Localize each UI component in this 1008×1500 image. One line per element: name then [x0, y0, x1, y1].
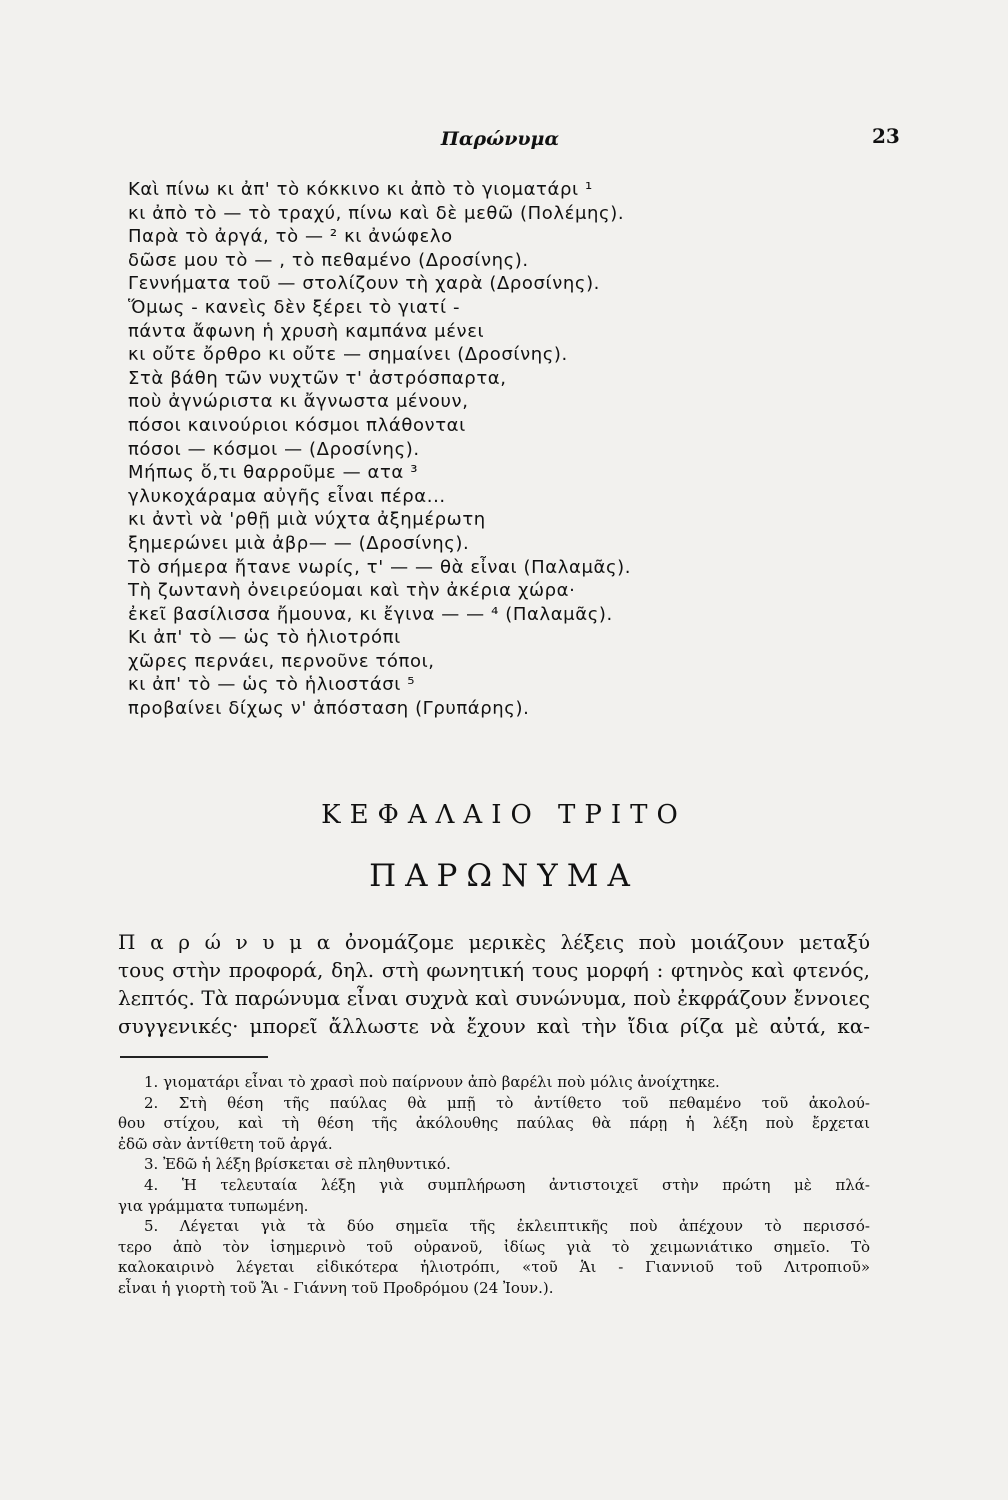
- footnote-line: 4. Ἡ τελευταία λέξη γιὰ συμπλήρωση ἀντιστοιχεῖ στὴν πρώτη μὲ πλά-: [144, 1175, 870, 1194]
- footnote-line: 1. γιοματάρι εἶναι τὸ χρασὶ ποὺ παίρνουν ἀπὸ βαρέλι ποὺ μόλις ἀνοίχτηκε.: [144, 1073, 720, 1091]
- verse-line: κι ἀπὸ τὸ — τὸ τραχύ, πίνω καὶ δὲ μεθῶ (Πολέμης).: [128, 202, 625, 224]
- verse-line: Γεννήματα τοῦ — στολίζουν τὴ χαρὰ (Δροσίνης).: [128, 273, 601, 295]
- verse-line: Καὶ πίνω κι ἀπ' τὸ κόκκινο κι ἀπὸ τὸ γιοματάρι ¹: [128, 179, 593, 200]
- verse-line: προβαίνει δίχως ν' ἀπόσταση (Γρυπάρης).: [128, 698, 530, 720]
- verse-line: Τὸ σήμερα ἤτανε νωρίς, τ' — — θὰ εἶναι (Παλαμᾶς).: [128, 556, 632, 578]
- body-line: συγγενικές· μπορεῖ ἄλλωστε νὰ ἔχουν καὶ τὴν ἴδια ρίζα μὲ αὐτά, κα-: [118, 1014, 870, 1038]
- verse-line: κι ἀντὶ νὰ 'ρθῇ μιὰ νύχτα ἀξημέρωτη: [128, 509, 486, 531]
- verse-line: Μήπως ὅ,τι θαρροῦμε — ατα ³: [128, 462, 419, 484]
- verse-line: δῶσε μου τὸ — , τὸ πεθαμένο (Δροσίνης).: [128, 249, 529, 271]
- footnote-line: εἶναι ἡ γιορτὴ τοῦ Ἅι - Γιάννη τοῦ Προδρόμου (24 Ἰουν.).: [118, 1278, 554, 1297]
- verse-line: πόσοι — κόσμοι — (Δροσίνης).: [128, 438, 420, 460]
- footnote-line: 3. Ἐδῶ ἡ λέξη βρίσκεται σὲ πληθυντικό.: [144, 1155, 451, 1174]
- verse-line: Τὴ ζωντανὴ ὀνειρεύομαι καὶ τὴν ἀκέρια χώρα·: [128, 580, 576, 602]
- footnote-line: 2. Στὴ θέση τῆς παύλας θὰ μπῇ τὸ ἀντίθετο τοῦ πεθαμένο τοῦ ἀκολού-: [144, 1093, 870, 1112]
- verse-line: πάντα ἄφωνη ἡ χρυσὴ καμπάνα μένει: [128, 320, 485, 342]
- body-line: Π α ρ ώ ν υ μ α ὀνομάζομε μερικὲς λέξεις ποὺ μοιάζουν μεταξύ: [118, 930, 870, 954]
- footnote-line: καλοκαιρινὸ λέγεται εἰδικότερα ἡλιοτρόπι, «τοῦ Ἁι - Γιαννιοῦ τοῦ Λιτροπιοῦ»: [118, 1258, 870, 1277]
- verse-line: ποὺ ἀγνώριστα κι ἄγνωστα μένουν,: [128, 391, 469, 413]
- page-number: 23: [872, 124, 900, 148]
- verse-line: χῶρες περνάει, περνοῦνε τόποι,: [128, 650, 435, 672]
- footnote-line: θου στίχου, καὶ τὴ θέση τῆς ἀκόλουθης παύλας θὰ πάρῃ ἡ λέξη ποὺ ἔρχεται: [118, 1114, 870, 1133]
- chapter-label: ΚΕΦΑΛΑΙΟ ΤΡΙΤΟ: [321, 800, 687, 830]
- body-line: λεπτός. Τὰ παρώνυμα εἶναι συχνὰ καὶ συνώνυμα, ποὺ ἐκφράζουν ἔννοιες: [118, 986, 870, 1010]
- footnotes: [118, 1072, 870, 1299]
- verse-line: ἐκεῖ βασίλισσα ἤμουνα, κι ἔγινα — — ⁴ (Παλαμᾶς).: [128, 603, 613, 625]
- running-head: Παρώνυμα: [440, 128, 560, 150]
- verse-line: Κι ἀπ' τὸ — ὡς τὸ ἡλιοτρόπι: [128, 627, 401, 649]
- body-paragraph: [118, 928, 870, 1040]
- footnote-line: ἐδῶ σὰν ἀντίθετη τοῦ ἀργά.: [118, 1134, 333, 1153]
- verse-line: γλυκοχάραμα αὐγῆς εἶναι πέρα...: [128, 485, 446, 507]
- footnote-rule: [120, 1056, 268, 1058]
- verse-line: κι ἀπ' τὸ — ὡς τὸ ἡλιοστάσι ⁵: [128, 674, 416, 696]
- verse-line: Ὅμως - κανεὶς δὲν ξέρει τὸ γιατί -: [128, 296, 461, 318]
- verse-line: πόσοι καινούριοι κόσμοι πλάθονται: [128, 414, 466, 436]
- verse-line: Παρὰ τὸ ἀργά, τὸ — ² κι ἀνώφελο: [128, 226, 453, 248]
- footnote-line: 5. Λέγεται γιὰ τὰ δύο σημεῖα τῆς ἐκλειπτικῆς ποὺ ἀπέχουν τὸ περισσό-: [144, 1217, 870, 1236]
- footnote-line: για γράμματα τυπωμένη.: [118, 1196, 309, 1215]
- verse-line: ξημερώνει μιὰ ἀβρ— — (Δροσίνης).: [128, 532, 470, 554]
- footnote-line: τερο ἀπὸ τὸν ἰσημερινὸ τοῦ οὐρανοῦ, ἰδίως γιὰ τὸ χειμωνιάτικο σημεῖο. Τὸ: [118, 1237, 870, 1256]
- verse-line: κι οὔτε ὄρθρο κι οὔτε — σημαίνει (Δροσίνης).: [128, 344, 568, 366]
- verse-examples: [128, 178, 728, 721]
- verse-line: Στὰ βάθη τῶν νυχτῶν τ' ἀστρόσπαρτα,: [128, 367, 507, 389]
- chapter-title: ΠΑΡΩΝΥΜΑ: [369, 858, 639, 894]
- body-line: τους στὴν προφορά, δηλ. στὴ φωνητική τους μορφή : φτηνὸς καὶ φτενός,: [118, 958, 870, 982]
